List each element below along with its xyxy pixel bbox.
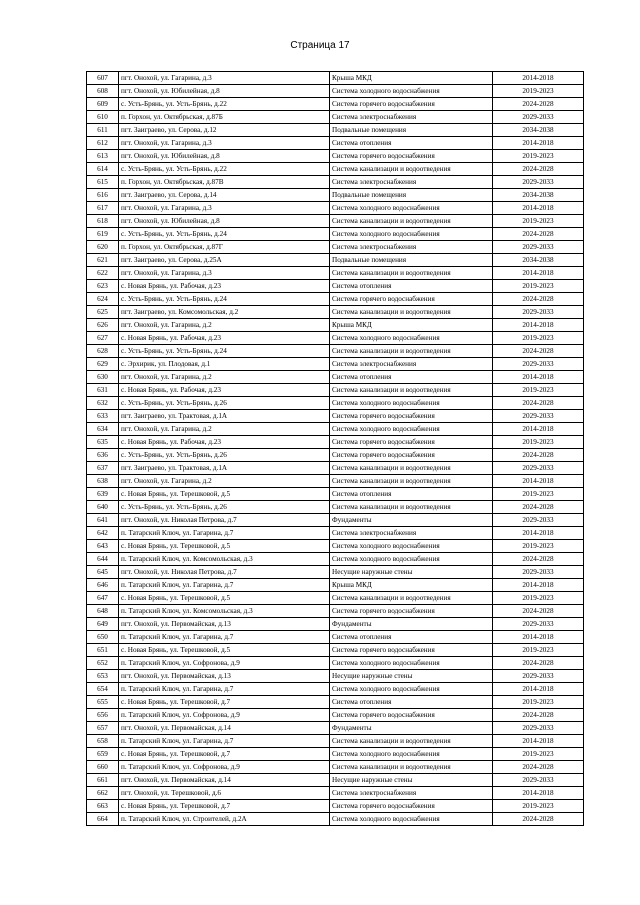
row-number-cell: 636 xyxy=(87,449,119,462)
address-cell: с. Усть-Брянь, ул. Усть-Брянь, д.24 xyxy=(119,345,330,358)
period-cell: 2024-2028 xyxy=(493,163,584,176)
address-cell: пгт. Заиграево, ул. Комсомольская, д.2 xyxy=(119,306,330,319)
table-row xyxy=(87,527,584,540)
period-cell: 2014-2018 xyxy=(493,735,584,748)
table-row xyxy=(87,592,584,605)
table-row xyxy=(87,228,584,241)
system-cell: Система канализации и водоотведения xyxy=(330,306,493,319)
period-cell: 2029-2033 xyxy=(493,358,584,371)
address-cell: пгт. Онохой, ул. Гагарина, д.3 xyxy=(119,72,330,85)
system-cell: Несущие наружные стены xyxy=(330,774,493,787)
address-cell: с. Новая Брянь, ул. Рабочая, д.23 xyxy=(119,436,330,449)
system-cell: Система холодного водоснабжения xyxy=(330,202,493,215)
row-number-cell: 653 xyxy=(87,670,119,683)
period-cell: 2014-2018 xyxy=(493,267,584,280)
system-cell: Система холодного водоснабжения xyxy=(330,228,493,241)
system-cell: Система канализации и водоотведения xyxy=(330,501,493,514)
table-row xyxy=(87,475,584,488)
address-cell: п. Татарский Ключ, ул. Гагарина, д.7 xyxy=(119,579,330,592)
period-cell: 2029-2033 xyxy=(493,514,584,527)
table-row xyxy=(87,449,584,462)
row-number-cell: 637 xyxy=(87,462,119,475)
system-cell: Несущие наружные стены xyxy=(330,670,493,683)
address-cell: с. Новая Брянь, ул. Терешковой, д.5 xyxy=(119,488,330,501)
table-row xyxy=(87,722,584,735)
row-number-cell: 620 xyxy=(87,241,119,254)
table-row xyxy=(87,384,584,397)
address-cell: пгт. Онохой, ул. Первомайская, д.14 xyxy=(119,774,330,787)
system-cell: Система канализации и водоотведения xyxy=(330,592,493,605)
system-cell: Система горячего водоснабжения xyxy=(330,436,493,449)
row-number-cell: 628 xyxy=(87,345,119,358)
system-cell: Несущие наружные стены xyxy=(330,566,493,579)
address-cell: с. Усть-Брянь, ул. Усть-Брянь, д.22 xyxy=(119,98,330,111)
table-row xyxy=(87,241,584,254)
address-cell: п. Татарский Ключ, ул. Гагарина, д.7 xyxy=(119,631,330,644)
address-cell: с. Усть-Брянь, ул. Усть-Брянь, д.24 xyxy=(119,293,330,306)
system-cell: Система горячего водоснабжения xyxy=(330,800,493,813)
system-cell: Система электроснабжения xyxy=(330,241,493,254)
address-cell: пгт. Заиграево, ул. Серова, д.14 xyxy=(119,189,330,202)
period-cell: 2024-2028 xyxy=(493,397,584,410)
table-row xyxy=(87,332,584,345)
period-cell: 2024-2028 xyxy=(493,293,584,306)
table-row xyxy=(87,761,584,774)
table-row xyxy=(87,306,584,319)
period-cell: 2034-2038 xyxy=(493,254,584,267)
address-cell: с. Усть-Брянь, ул. Усть-Брянь, д.26 xyxy=(119,501,330,514)
period-cell: 2014-2018 xyxy=(493,579,584,592)
table-row xyxy=(87,137,584,150)
address-cell: пгт. Онохой, ул. Гагарина, д.3 xyxy=(119,137,330,150)
row-number-cell: 615 xyxy=(87,176,119,189)
row-number-cell: 650 xyxy=(87,631,119,644)
address-cell: с. Новая Брянь, ул. Терешковой, д.5 xyxy=(119,540,330,553)
system-cell: Система электроснабжения xyxy=(330,787,493,800)
period-cell: 2029-2033 xyxy=(493,670,584,683)
period-cell: 2029-2033 xyxy=(493,241,584,254)
period-cell: 2029-2033 xyxy=(493,462,584,475)
system-cell: Система горячего водоснабжения xyxy=(330,293,493,306)
table-row xyxy=(87,150,584,163)
system-cell: Система канализации и водоотведения xyxy=(330,215,493,228)
period-cell: 2029-2033 xyxy=(493,774,584,787)
address-cell: пгт. Заиграево, ул. Серова, д.12 xyxy=(119,124,330,137)
table-row xyxy=(87,774,584,787)
row-number-cell: 659 xyxy=(87,748,119,761)
table-row xyxy=(87,683,584,696)
period-cell: 2019-2023 xyxy=(493,540,584,553)
table-row xyxy=(87,644,584,657)
address-cell: п. Татарский Ключ, ул. Софронова, д.9 xyxy=(119,761,330,774)
period-cell: 2024-2028 xyxy=(493,709,584,722)
row-number-cell: 651 xyxy=(87,644,119,657)
address-cell: п. Татарский Ключ, ул. Софронова, д.9 xyxy=(119,709,330,722)
row-number-cell: 607 xyxy=(87,72,119,85)
row-number-cell: 649 xyxy=(87,618,119,631)
table-row xyxy=(87,85,584,98)
address-cell: с. Усть-Брянь, ул. Усть-Брянь, д.26 xyxy=(119,397,330,410)
row-number-cell: 654 xyxy=(87,683,119,696)
row-number-cell: 624 xyxy=(87,293,119,306)
system-cell: Система электроснабжения xyxy=(330,111,493,124)
system-cell: Система горячего водоснабжения xyxy=(330,644,493,657)
period-cell: 2014-2018 xyxy=(493,371,584,384)
period-cell: 2019-2023 xyxy=(493,488,584,501)
system-cell: Система горячего водоснабжения xyxy=(330,410,493,423)
row-number-cell: 656 xyxy=(87,709,119,722)
system-cell: Система канализации и водоотведения xyxy=(330,267,493,280)
period-cell: 2014-2018 xyxy=(493,683,584,696)
address-cell: с. Усть-Брянь, ул. Усть-Брянь, д.22 xyxy=(119,163,330,176)
period-cell: 2024-2028 xyxy=(493,449,584,462)
system-cell: Система канализации и водоотведения xyxy=(330,761,493,774)
row-number-cell: 663 xyxy=(87,800,119,813)
row-number-cell: 625 xyxy=(87,306,119,319)
system-cell: Система холодного водоснабжения xyxy=(330,332,493,345)
table-row xyxy=(87,800,584,813)
row-number-cell: 633 xyxy=(87,410,119,423)
repair-schedule-table xyxy=(86,71,584,826)
system-cell: Система отопления xyxy=(330,371,493,384)
table-body xyxy=(87,72,584,826)
table-row xyxy=(87,436,584,449)
table-row xyxy=(87,540,584,553)
system-cell: Система холодного водоснабжения xyxy=(330,85,493,98)
row-number-cell: 635 xyxy=(87,436,119,449)
table-row xyxy=(87,462,584,475)
row-number-cell: 664 xyxy=(87,813,119,826)
address-cell: п. Горхон, ул. Октябрьская, д.87Б xyxy=(119,111,330,124)
page-number-header: Страница 17 xyxy=(290,40,350,51)
table-row xyxy=(87,605,584,618)
table-row xyxy=(87,345,584,358)
row-number-cell: 643 xyxy=(87,540,119,553)
address-cell: пгт. Онохой, ул. Гагарина, д.2 xyxy=(119,423,330,436)
address-cell: п. Горхон, ул. Октябрьская, д.87Г xyxy=(119,241,330,254)
address-cell: пгт. Онохой, ул. Юбилейная, д.8 xyxy=(119,85,330,98)
system-cell: Система холодного водоснабжения xyxy=(330,813,493,826)
address-cell: пгт. Онохой, ул. Гагарина, д.3 xyxy=(119,202,330,215)
row-number-cell: 661 xyxy=(87,774,119,787)
period-cell: 2024-2028 xyxy=(493,501,584,514)
table-row xyxy=(87,735,584,748)
row-number-cell: 608 xyxy=(87,85,119,98)
period-cell: 2029-2033 xyxy=(493,722,584,735)
period-cell: 2019-2023 xyxy=(493,150,584,163)
table-row xyxy=(87,501,584,514)
period-cell: 2014-2018 xyxy=(493,423,584,436)
table-row xyxy=(87,488,584,501)
system-cell: Система канализации и водоотведения xyxy=(330,462,493,475)
system-cell: Система горячего водоснабжения xyxy=(330,150,493,163)
table-row xyxy=(87,397,584,410)
row-number-cell: 638 xyxy=(87,475,119,488)
address-cell: пгт. Онохой, ул. Гагарина, д.3 xyxy=(119,267,330,280)
system-cell: Система отопления xyxy=(330,280,493,293)
row-number-cell: 640 xyxy=(87,501,119,514)
address-cell: пгт. Заиграево, ул. Трактовая, д.1А xyxy=(119,462,330,475)
table-row xyxy=(87,319,584,332)
table-row xyxy=(87,72,584,85)
table-row xyxy=(87,618,584,631)
period-cell: 2029-2033 xyxy=(493,566,584,579)
table-row xyxy=(87,98,584,111)
address-cell: п. Горхон, ул. Октябрьская, д.87В xyxy=(119,176,330,189)
period-cell: 2019-2023 xyxy=(493,644,584,657)
row-number-cell: 644 xyxy=(87,553,119,566)
table-row xyxy=(87,514,584,527)
system-cell: Система холодного водоснабжения xyxy=(330,683,493,696)
table-row xyxy=(87,124,584,137)
system-cell: Фундаменты xyxy=(330,722,493,735)
table-row xyxy=(87,189,584,202)
table-row xyxy=(87,293,584,306)
row-number-cell: 657 xyxy=(87,722,119,735)
system-cell: Система электроснабжения xyxy=(330,358,493,371)
address-cell: с. Новая Брянь, ул. Терешковой, д.7 xyxy=(119,748,330,761)
row-number-cell: 631 xyxy=(87,384,119,397)
system-cell: Система отопления xyxy=(330,631,493,644)
system-cell: Система горячего водоснабжения xyxy=(330,709,493,722)
period-cell: 2014-2018 xyxy=(493,72,584,85)
address-cell: п. Татарский Ключ, ул. Строителей, д.2А xyxy=(119,813,330,826)
system-cell: Система холодного водоснабжения xyxy=(330,423,493,436)
row-number-cell: 611 xyxy=(87,124,119,137)
address-cell: пгт. Заиграево, ул. Трактовая, д.1А xyxy=(119,410,330,423)
period-cell: 2019-2023 xyxy=(493,800,584,813)
row-number-cell: 648 xyxy=(87,605,119,618)
system-cell: Система холодного водоснабжения xyxy=(330,657,493,670)
period-cell: 2034-2038 xyxy=(493,189,584,202)
row-number-cell: 641 xyxy=(87,514,119,527)
period-cell: 2019-2023 xyxy=(493,215,584,228)
system-cell: Система отопления xyxy=(330,696,493,709)
table-row xyxy=(87,813,584,826)
row-number-cell: 629 xyxy=(87,358,119,371)
row-number-cell: 614 xyxy=(87,163,119,176)
address-cell: с. Новая Брянь, ул. Рабочая, д.23 xyxy=(119,280,330,293)
system-cell: Система канализации и водоотведения xyxy=(330,735,493,748)
address-cell: пгт. Онохой, ул. Николая Петрова, д.7 xyxy=(119,514,330,527)
table-row xyxy=(87,748,584,761)
system-cell: Система электроснабжения xyxy=(330,527,493,540)
period-cell: 2014-2018 xyxy=(493,527,584,540)
row-number-cell: 622 xyxy=(87,267,119,280)
period-cell: 2029-2033 xyxy=(493,306,584,319)
period-cell: 2019-2023 xyxy=(493,436,584,449)
row-number-cell: 652 xyxy=(87,657,119,670)
system-cell: Система отопления xyxy=(330,488,493,501)
system-cell: Подвальные помещения xyxy=(330,189,493,202)
address-cell: пгт. Онохой, ул. Николая Петрова, д.7 xyxy=(119,566,330,579)
row-number-cell: 610 xyxy=(87,111,119,124)
address-cell: п. Татарский Ключ, ул. Гагарина, д.7 xyxy=(119,683,330,696)
system-cell: Система холодного водоснабжения xyxy=(330,540,493,553)
address-cell: п. Татарский Ключ, ул. Гагарина, д.7 xyxy=(119,735,330,748)
address-cell: пгт. Онохой, ул. Первомайская, д.13 xyxy=(119,670,330,683)
period-cell: 2019-2023 xyxy=(493,332,584,345)
table-row xyxy=(87,709,584,722)
system-cell: Крыша МКД xyxy=(330,579,493,592)
period-cell: 2019-2023 xyxy=(493,85,584,98)
table-row xyxy=(87,631,584,644)
address-cell: п. Татарский Ключ, ул. Софронова, д.9 xyxy=(119,657,330,670)
table-row xyxy=(87,657,584,670)
period-cell: 2029-2033 xyxy=(493,176,584,189)
row-number-cell: 616 xyxy=(87,189,119,202)
address-cell: с. Новая Брянь, ул. Рабочая, д.23 xyxy=(119,384,330,397)
address-cell: с. Эрхирик, ул. Плодовая, д.1 xyxy=(119,358,330,371)
address-cell: п. Татарский Ключ, ул. Комсомольская, д.3 xyxy=(119,553,330,566)
row-number-cell: 623 xyxy=(87,280,119,293)
period-cell: 2024-2028 xyxy=(493,761,584,774)
row-number-cell: 612 xyxy=(87,137,119,150)
table-row xyxy=(87,176,584,189)
system-cell: Система холодного водоснабжения xyxy=(330,397,493,410)
row-number-cell: 621 xyxy=(87,254,119,267)
row-number-cell: 626 xyxy=(87,319,119,332)
address-cell: пгт. Онохой, ул. Первомайская, д.13 xyxy=(119,618,330,631)
address-cell: пгт. Онохой, ул. Гагарина, д.2 xyxy=(119,371,330,384)
period-cell: 2024-2028 xyxy=(493,228,584,241)
system-cell: Система горячего водоснабжения xyxy=(330,449,493,462)
row-number-cell: 617 xyxy=(87,202,119,215)
period-cell: 2019-2023 xyxy=(493,384,584,397)
row-number-cell: 630 xyxy=(87,371,119,384)
system-cell: Система канализации и водоотведения xyxy=(330,163,493,176)
system-cell: Крыша МКД xyxy=(330,319,493,332)
table-row xyxy=(87,410,584,423)
period-cell: 2029-2033 xyxy=(493,410,584,423)
row-number-cell: 646 xyxy=(87,579,119,592)
system-cell: Система горячего водоснабжения xyxy=(330,605,493,618)
row-number-cell: 658 xyxy=(87,735,119,748)
period-cell: 2034-2038 xyxy=(493,124,584,137)
period-cell: 2029-2033 xyxy=(493,618,584,631)
table-row xyxy=(87,163,584,176)
system-cell: Подвальные помещения xyxy=(330,124,493,137)
table-row xyxy=(87,111,584,124)
table-row xyxy=(87,280,584,293)
address-cell: пгт. Онохой, ул. Гагарина, д.2 xyxy=(119,475,330,488)
address-cell: пгт. Онохой, ул. Первомайская, д.14 xyxy=(119,722,330,735)
system-cell: Система канализации и водоотведения xyxy=(330,384,493,397)
period-cell: 2019-2023 xyxy=(493,280,584,293)
system-cell: Фундаменты xyxy=(330,514,493,527)
address-cell: с. Новая Брянь, ул. Терешковой, д.7 xyxy=(119,696,330,709)
period-cell: 2029-2033 xyxy=(493,111,584,124)
table-row xyxy=(87,553,584,566)
table-row xyxy=(87,254,584,267)
row-number-cell: 634 xyxy=(87,423,119,436)
table-row xyxy=(87,670,584,683)
system-cell: Система горячего водоснабжения xyxy=(330,98,493,111)
address-cell: пгт. Онохой, ул. Юбилейная, д.8 xyxy=(119,215,330,228)
period-cell: 2024-2028 xyxy=(493,345,584,358)
system-cell: Система отопления xyxy=(330,137,493,150)
row-number-cell: 609 xyxy=(87,98,119,111)
address-cell: п. Татарский Ключ, ул. Комсомольская, д.3 xyxy=(119,605,330,618)
address-cell: с. Усть-Брянь, ул. Усть-Брянь, д.26 xyxy=(119,449,330,462)
address-cell: с. Новая Брянь, ул. Терешковой, д.5 xyxy=(119,592,330,605)
system-cell: Система холодного водоснабжения xyxy=(330,748,493,761)
table-row xyxy=(87,202,584,215)
period-cell: 2024-2028 xyxy=(493,657,584,670)
row-number-cell: 660 xyxy=(87,761,119,774)
system-cell: Система холодного водоснабжения xyxy=(330,553,493,566)
address-cell: с. Новая Брянь, ул. Рабочая, д.23 xyxy=(119,332,330,345)
table-row xyxy=(87,215,584,228)
period-cell: 2019-2023 xyxy=(493,748,584,761)
address-cell: пгт. Онохой, ул. Терешковой, д.6 xyxy=(119,787,330,800)
table-row xyxy=(87,696,584,709)
system-cell: Подвальные помещения xyxy=(330,254,493,267)
period-cell: 2024-2028 xyxy=(493,813,584,826)
table-row xyxy=(87,566,584,579)
address-cell: п. Татарский Ключ, ул. Гагарина, д.7 xyxy=(119,527,330,540)
row-number-cell: 655 xyxy=(87,696,119,709)
row-number-cell: 645 xyxy=(87,566,119,579)
period-cell: 2024-2028 xyxy=(493,98,584,111)
period-cell: 2024-2028 xyxy=(493,605,584,618)
system-cell: Крыша МКД xyxy=(330,72,493,85)
row-number-cell: 662 xyxy=(87,787,119,800)
address-cell: пгт. Заиграево, ул. Серова, д.25А xyxy=(119,254,330,267)
period-cell: 2014-2018 xyxy=(493,202,584,215)
table-row xyxy=(87,371,584,384)
period-cell: 2019-2023 xyxy=(493,696,584,709)
address-cell: с. Усть-Брянь, ул. Усть-Брянь, д.24 xyxy=(119,228,330,241)
row-number-cell: 627 xyxy=(87,332,119,345)
row-number-cell: 647 xyxy=(87,592,119,605)
period-cell: 2024-2028 xyxy=(493,553,584,566)
period-cell: 2019-2023 xyxy=(493,592,584,605)
address-cell: пгт. Онохой, ул. Юбилейная, д.8 xyxy=(119,150,330,163)
table-row xyxy=(87,267,584,280)
system-cell: Система электроснабжения xyxy=(330,176,493,189)
address-cell: с. Новая Брянь, ул. Терешковой, д.5 xyxy=(119,644,330,657)
system-cell: Система канализации и водоотведения xyxy=(330,475,493,488)
table-row xyxy=(87,579,584,592)
system-cell: Фундаменты xyxy=(330,618,493,631)
table-row xyxy=(87,787,584,800)
row-number-cell: 642 xyxy=(87,527,119,540)
address-cell: с. Новая Брянь, ул. Терешковой, д.7 xyxy=(119,800,330,813)
period-cell: 2014-2018 xyxy=(493,319,584,332)
system-cell: Система канализации и водоотведения xyxy=(330,345,493,358)
row-number-cell: 613 xyxy=(87,150,119,163)
table-row xyxy=(87,423,584,436)
period-cell: 2014-2018 xyxy=(493,137,584,150)
period-cell: 2014-2018 xyxy=(493,475,584,488)
table-row xyxy=(87,358,584,371)
row-number-cell: 632 xyxy=(87,397,119,410)
row-number-cell: 639 xyxy=(87,488,119,501)
address-cell: пгт. Онохой, ул. Гагарина, д.2 xyxy=(119,319,330,332)
period-cell: 2014-2018 xyxy=(493,631,584,644)
row-number-cell: 618 xyxy=(87,215,119,228)
row-number-cell: 619 xyxy=(87,228,119,241)
period-cell: 2014-2018 xyxy=(493,787,584,800)
